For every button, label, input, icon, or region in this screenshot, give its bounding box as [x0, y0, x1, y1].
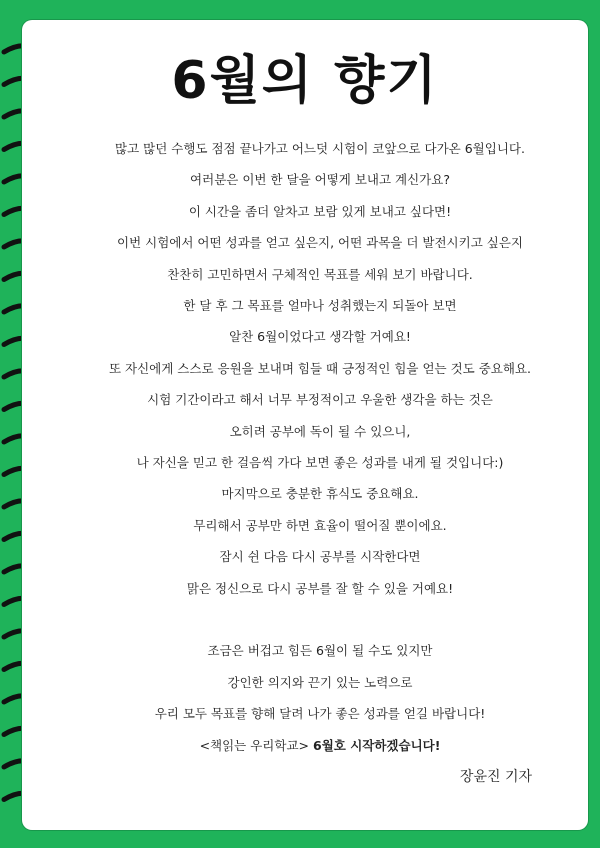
closing-bold: 6월호 시작하겠습니다! — [313, 737, 441, 753]
text-line: 여러분은 이번 한 달을 어떻게 보내고 계신가요? — [190, 172, 450, 188]
text-line: 시험 기간이라고 해서 너무 부정적이고 우울한 생각을 하는 것은 — [147, 392, 493, 408]
text-line: 우리 모두 목표를 향해 달려 나가 좋은 성과를 얻길 바랍니다! — [154, 706, 486, 722]
text-line: 한 달 후 그 목표를 얼마나 성취했는지 되돌아 보면 — [183, 298, 457, 314]
text-line: 강인한 의지와 끈기 있는 노력으로 — [227, 674, 413, 690]
text-line: 무리해서 공부만 하면 효율이 떨어질 뿐이에요. — [193, 517, 447, 533]
page-title: 6월의 향기 — [171, 51, 439, 111]
text-line: 이 시간을 좀더 알차고 보람 있게 보내고 싶다면! — [188, 203, 452, 219]
text-line: 잠시 쉰 다음 다시 공부를 시작한다면 — [219, 549, 421, 565]
text-line: 마지막으로 충분한 휴식도 중요해요. — [221, 486, 419, 502]
article-body — [60, 133, 580, 761]
text-line: 나 자신을 믿고 한 걸음씩 가다 보면 좋은 성과를 내게 될 것입니다:) — [136, 455, 504, 471]
paragraph-1 — [60, 133, 580, 604]
closing-line — [60, 730, 580, 761]
paragraph-2 — [60, 635, 580, 729]
closing-prefix: <책읽는 우리학교> — [199, 737, 310, 753]
byline: 장윤진 기자 — [459, 769, 532, 785]
text-line: 찬찬히 고민하면서 구체적인 목표를 세워 보기 바랍니다. — [167, 266, 473, 282]
text-line: 조금은 버겁고 힘든 6월이 될 수도 있지만 — [207, 643, 433, 659]
text-line: 오히려 공부에 독이 될 수 있으니, — [229, 423, 411, 439]
text-line: 알찬 6월이었다고 생각할 거예요! — [229, 329, 411, 345]
text-line: 또 자신에게 스스로 응원을 보내며 힘들 때 긍정적인 힘을 얻는 것도 중요해요. — [108, 360, 531, 376]
text-line: 많고 많던 수행도 점점 끝나가고 어느덧 시험이 코앞으로 다가온 6월입니다. — [115, 141, 525, 156]
text-line: 맑은 정신으로 다시 공부를 잘 할 수 있을 거예요! — [186, 580, 454, 596]
text-line: 이번 시험에서 어떤 성과를 얻고 싶은지, 어떤 과목을 더 발전시키고 싶은지 — [117, 235, 523, 251]
